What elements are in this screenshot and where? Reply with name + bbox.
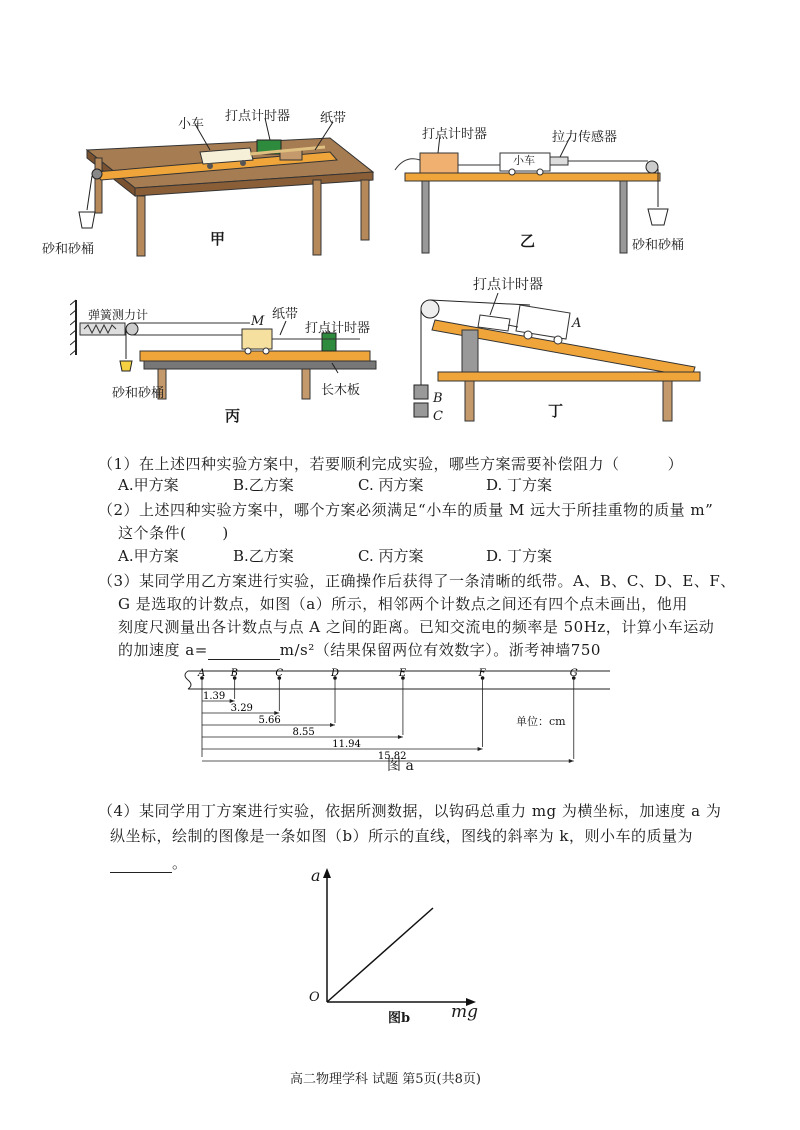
tape-distance-label-2: 3.29 xyxy=(230,703,253,714)
jia-label-cart: 小车 xyxy=(178,117,205,132)
bing-label-spring: 弹簧测力计 xyxy=(88,308,149,322)
bing-label-board: 长木板 xyxy=(321,383,361,398)
ding-caption: 丁 xyxy=(548,402,564,420)
tape-distance-label-4: 8.55 xyxy=(292,727,315,738)
q3-stem-line1: （3）某同学用乙方案进行实验，正确操作后获得了一条清晰的纸带。A、B、C、D、E、F、 xyxy=(98,572,736,590)
ding-label-b: B xyxy=(433,391,443,406)
graph-caption: 图b xyxy=(388,1011,411,1026)
tape-arrow-4 xyxy=(398,735,403,739)
jia-label-bucket: 砂和砂桶 xyxy=(42,242,95,257)
tape-unit: 单位：cm xyxy=(516,715,566,728)
q3-stem-line3: 刻度尺测量出各计数点与点 A 之间的距离。已知交流电的频率是 50Hz，计算小车运动 xyxy=(118,618,715,636)
q2-option-c: C. 丙方案 xyxy=(358,547,424,565)
tape-arrow-5 xyxy=(478,747,483,751)
yi-caption: 乙 xyxy=(520,232,536,250)
yi-label-timer: 打点计时器 xyxy=(422,127,488,142)
jia-caption: 甲 xyxy=(210,230,226,248)
tape-point-label-c: C xyxy=(275,668,283,679)
bing-label-bucket: 砂和砂桶 xyxy=(112,386,165,401)
q2-stem-line2: 这个条件( ) xyxy=(118,524,229,542)
tape-point-label-d: D xyxy=(331,668,340,679)
jia-label-timer: 打点计时器 xyxy=(225,109,291,124)
graph-x-label: mg xyxy=(451,1002,479,1022)
q2-option-b: B.乙方案 xyxy=(233,547,294,565)
tape-point-label-a: A xyxy=(198,668,206,679)
bing-caption: 丙 xyxy=(225,407,241,425)
q1-option-d: D. 丁方案 xyxy=(486,476,553,494)
yi-label-cart: 小车 xyxy=(513,154,535,167)
q1-stem: （1）在上述四种实验方案中，若要顺利完成实验，哪些方案需要补偿阻力（ ） xyxy=(98,455,684,473)
page-footer: 高二物理学科 试题 第5页(共8页) xyxy=(290,1072,481,1087)
graph-line xyxy=(327,908,433,1002)
tape-distance-label-3: 5.66 xyxy=(258,715,281,726)
tape-distance-label-6: 15.82 xyxy=(377,751,407,762)
q2-stem-line1: （2）上述四种实验方案中，哪个方案必须满足“小车的质量 M 远大于所挂重物的质量 m” xyxy=(98,501,714,519)
graph-y-label: a xyxy=(311,866,321,885)
tape-point-label-f: F xyxy=(478,668,486,679)
tape-distance-label-5: 11.94 xyxy=(332,739,361,750)
q4-stem-line2: 纵坐标，绘制的图像是一条如图（b）所示的直线，图线的斜率为 k，则小车的质量为 xyxy=(110,827,693,845)
q1-option-a: A.甲方案 xyxy=(118,476,179,494)
yi-label-bucket: 砂和砂桶 xyxy=(632,238,685,253)
tape-point-label-g: G xyxy=(569,668,578,679)
yi-label-sensor: 拉力传感器 xyxy=(552,130,618,145)
ding-label-c: C xyxy=(433,409,443,424)
q4-stem-line1: （4）某同学用丁方案进行实验，依据所测数据，以钩码总重力 mg 为横坐标，加速度 a 为 xyxy=(98,802,722,820)
graph-origin: O xyxy=(309,990,320,1005)
q1-option-b: B.乙方案 xyxy=(233,476,294,494)
tape-arrow-6 xyxy=(569,759,574,763)
bing-label-mass: M xyxy=(251,314,265,329)
tape-distance-label-1: 1.39 xyxy=(203,691,226,702)
bing-label-timer: 打点计时器 xyxy=(305,321,371,336)
q1-option-c: C. 丙方案 xyxy=(358,476,424,494)
q3-stem-line4: 的加速度 a= m/s²（结果保留两位有效数字）。浙考神墙750 xyxy=(118,641,601,659)
ding-label-a: A xyxy=(572,316,582,331)
q3-stem-line2: G 是选取的计数点，如图（a）所示，相邻两个计数点之间还有四个点未画出，他用 xyxy=(118,595,688,613)
bing-label-tape: 纸带 xyxy=(272,307,299,322)
q2-option-a: A.甲方案 xyxy=(118,547,179,565)
q4-stem-line3: 。 xyxy=(110,852,188,873)
tape-caption: 图 a xyxy=(387,758,414,774)
ding-label-timer: 打点计时器 xyxy=(473,277,543,293)
jia-label-tape: 纸带 xyxy=(320,111,347,126)
tape-arrow-3 xyxy=(330,723,335,727)
tape-point-label-e: E xyxy=(398,668,407,679)
tape-point-label-b: B xyxy=(230,668,239,679)
q2-option-d: D. 丁方案 xyxy=(486,547,553,565)
